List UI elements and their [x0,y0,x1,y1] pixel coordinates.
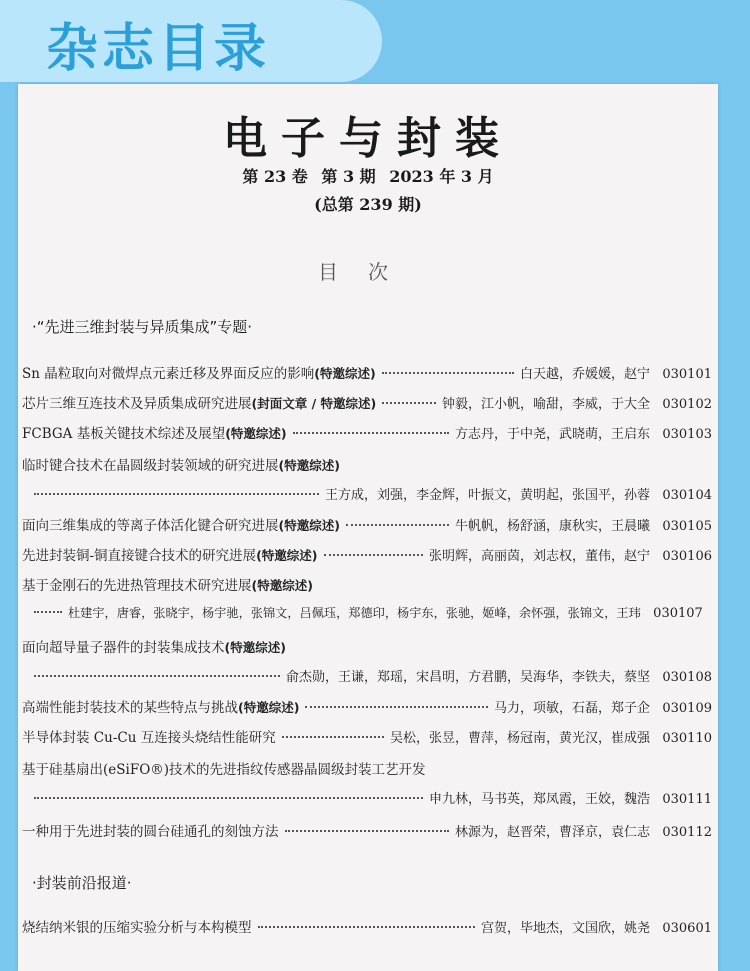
section-title-special-topic: ·“先进三维封装与异质集成”专题· [32,318,253,336]
total-issue: (总第 239 期) [314,195,422,214]
entry-note: (特邀综述) [225,426,287,441]
entry-code: 030103 [662,427,712,442]
entry-code: 030105 [662,519,712,534]
entry-authors: 王方成，刘强，李金辉，叶振文，黄明起，张国平，孙蓉 [324,488,650,503]
leader-dots [324,554,423,556]
entry-code: 030110 [662,731,712,746]
entry-title: 先进封装铜-铜直接键合技术的研究进展 [22,548,257,564]
leader-dots [34,675,280,677]
entry-title: Sn 晶粒取向对微焊点元素迁移及界面反应的影响 [22,366,315,382]
toc-entry[interactable] [22,820,712,840]
entry-title: 面向三维集成的等离子体活化键合研究进展 [22,518,279,534]
entry-authors: 方志丹，于中尧，武晓萌，王启东 [454,427,650,442]
entry-title: 烧结纳米银的压缩实验分析与本构模型 [22,920,252,936]
entry-authors: 牛帆帆，杨舒涵，康秋实，王晨曦 [454,519,650,534]
toc-entry[interactable] [22,362,712,382]
toc-entry-title-line[interactable] [22,636,286,656]
entry-note: (特邀综述) [278,518,340,533]
leader-dots [382,372,514,374]
entry-authors: 张明辉，高丽茵，刘志权，董伟，赵宁 [428,549,650,564]
entry-code: 030101 [662,367,712,382]
toc-entry[interactable] [22,544,712,564]
entry-note: (特邀综述) [251,578,313,593]
toc-entry-title-line[interactable] [22,758,426,778]
entry-code: 030107 [653,606,703,621]
leader-dots [346,524,449,526]
entry-note: (特邀综述) [224,640,286,655]
entry-title: 临时键合技术在晶圆级封装领域的研究进展 [22,458,279,474]
toc-entry[interactable] [22,788,712,807]
toc-entry[interactable] [22,422,712,442]
entry-authors: 林源为，赵晋荣，曹泽京，袁仁志 [454,825,650,840]
entry-authors: 白天越，乔媛媛，赵宁 [519,367,650,382]
entry-authors: 宫贺，毕地杰，文国欣，姚尧 [480,921,650,936]
entry-title: 半导体封装 Cu-Cu 互连接头烧结性能研究 [22,730,276,746]
entry-title: 基于金刚石的先进热管理技术研究进展 [22,578,252,594]
entry-title: 一种用于先进封装的圆台硅通孔的刻蚀方法 [22,824,279,840]
entry-authors: 杜建宇，唐睿，张晓宇，杨宇驰，张锦文，吕佩珏，郑德印，杨宇东，张驰，姬峰，余怀强，张锦文，王玮 [68,606,641,620]
entry-title: 芯片三维互连技术及异质集成研究进展 [22,396,252,412]
entry-note: (特邀综述) [238,700,300,715]
issue-line [18,164,718,187]
toc-entry[interactable] [22,916,712,936]
entry-title: 基于硅基扇出(eSiFO®)技术的先进指纹传感器晶圆级封装工艺开发 [22,762,426,778]
leader-dots [34,493,319,495]
entry-code: 030102 [662,397,712,412]
banner-title: 杂志目录 [46,19,271,79]
entry-authors: 俞杰勋，王谦，郑瑶，宋昌明，方君鹏，吴海华，李铁夫，蔡坚 [285,670,650,685]
leader-dots [305,706,488,708]
entry-authors: 钟毅，江小帆，喻甜，李威，于大全 [441,397,650,412]
entry-code: 030112 [662,825,712,840]
leader-dots [285,830,449,832]
toc-entry[interactable] [22,726,712,746]
issue-date: 2023 年 3 月 [389,167,494,186]
leader-dots [34,611,62,613]
entry-code: 030106 [662,549,712,564]
leader-dots [282,736,384,738]
journal-title: 电子与封装 [223,113,513,164]
journal-page [18,84,718,971]
toc-entry[interactable] [22,514,712,534]
toc-entry[interactable] [22,666,712,685]
leader-dots [382,402,436,404]
entry-code: 030601 [662,921,712,936]
toc-entry[interactable] [22,392,712,412]
entry-note: (特邀综述) [314,366,376,381]
banner [0,0,382,82]
entry-code: 030109 [662,701,712,716]
entry-note: (特邀综述) [278,458,340,473]
entry-title: 高端性能封装技术的某些特点与挑战 [22,700,238,716]
section-title-frontier-report: ·封装前沿报道· [32,874,132,892]
entry-authors: 申九林，马书英，郑凤霞，王姣，魏浩 [428,792,650,807]
entry-title: 面向超导量子器件的封装集成技术 [22,640,225,656]
leader-dots [34,797,423,799]
toc-heading: 目次 [318,260,418,284]
issue-number: 第 3 期 [321,167,376,186]
volume: 第 23 卷 [242,167,308,186]
entry-code: 030108 [662,670,712,685]
entry-authors: 吴松，张昱，曹萍，杨冠南，黄光汉，崔成强 [389,731,650,746]
toc-entry[interactable] [22,484,712,503]
toc-entry-title-line[interactable] [22,574,313,594]
toc-entry-title-line[interactable] [22,454,340,474]
entry-title: FCBGA 基板关键技术综述及展望 [22,426,226,442]
entry-code: 030111 [662,792,712,807]
entry-note: (封面文章 / 特邀综述) [251,396,377,411]
entry-note: (特邀综述) [256,548,318,563]
entry-authors: 马力，项敏，石磊，郑子企 [493,701,650,716]
entry-code: 030104 [662,488,712,503]
leader-dots [293,432,449,434]
toc-entry[interactable] [22,604,712,621]
leader-dots [258,926,475,928]
toc-entry[interactable] [22,696,712,716]
